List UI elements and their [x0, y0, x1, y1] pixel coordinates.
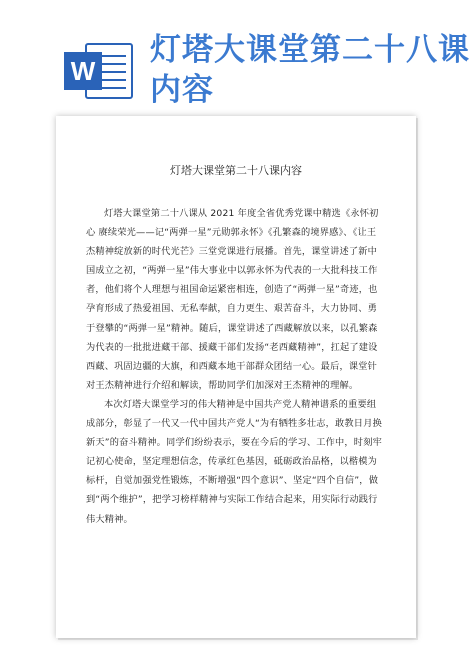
document-body [86, 204, 384, 529]
word-document-icon [62, 40, 136, 102]
paragraph-2: 本次灯塔大课堂学习的伟大精神是中国共产党人精神谱系的重要组成部分，彰显了一代又一代中国共产党人“为有牺牲多壮志，敢教日月换新天”的奋斗精神。同学们纷纷表示，要在今后的学习、工作中，时刻牢记初心使命，坚定理想信念，传承红色基因，砥砺政治品格，以楷模为标杆，自觉加强党性锻炼，不断增强“四个意识”、坚定“四个自信”，做到“两个维护”，把学习榜样精神与实际工作结合起来，用实际行动践行伟大精神。 [86, 398, 382, 525]
paragraph-1: 灯塔大课堂第二十八课从 2021 年度全省优秀党课中精选《永怀初心 赓续荣光——记“两弹一星”元勋郭永怀》《孔繁森的境界感》、《让王杰精神绽放新的时代光芒》三堂党课进行展播。首先，课堂讲述了新中国成立之初，“两弹一星”伟大事业中以郭永怀为代表的一大批科技工作者，他们将个人理想与祖国命运紧密相连，创造了“两弹一星”奇迹，也孕育形成了热爱祖国、无私奉献，自力更生、艰苦奋斗，大力协同、勇于登攀的“两弹一星”精神。随后，课堂讲述了西藏解放以来，以孔繁森为代表的一批批进藏干部、援藏干部们发扬“老西藏精神”，扛起了建设西藏、巩固边疆的大旗，和西藏本地干部群众团结一心。最后，课堂针对王杰精神进行介绍和解读，帮助同学们加深对王杰精神的理解。 [86, 208, 379, 391]
header-banner [0, 0, 474, 112]
document-title: 灯塔大课堂第二十八课内容 [170, 164, 302, 177]
word-icon-letter: W [70, 56, 96, 86]
document-page [56, 116, 416, 638]
header-title: 灯塔大课堂第二十八课内容 [150, 32, 470, 108]
